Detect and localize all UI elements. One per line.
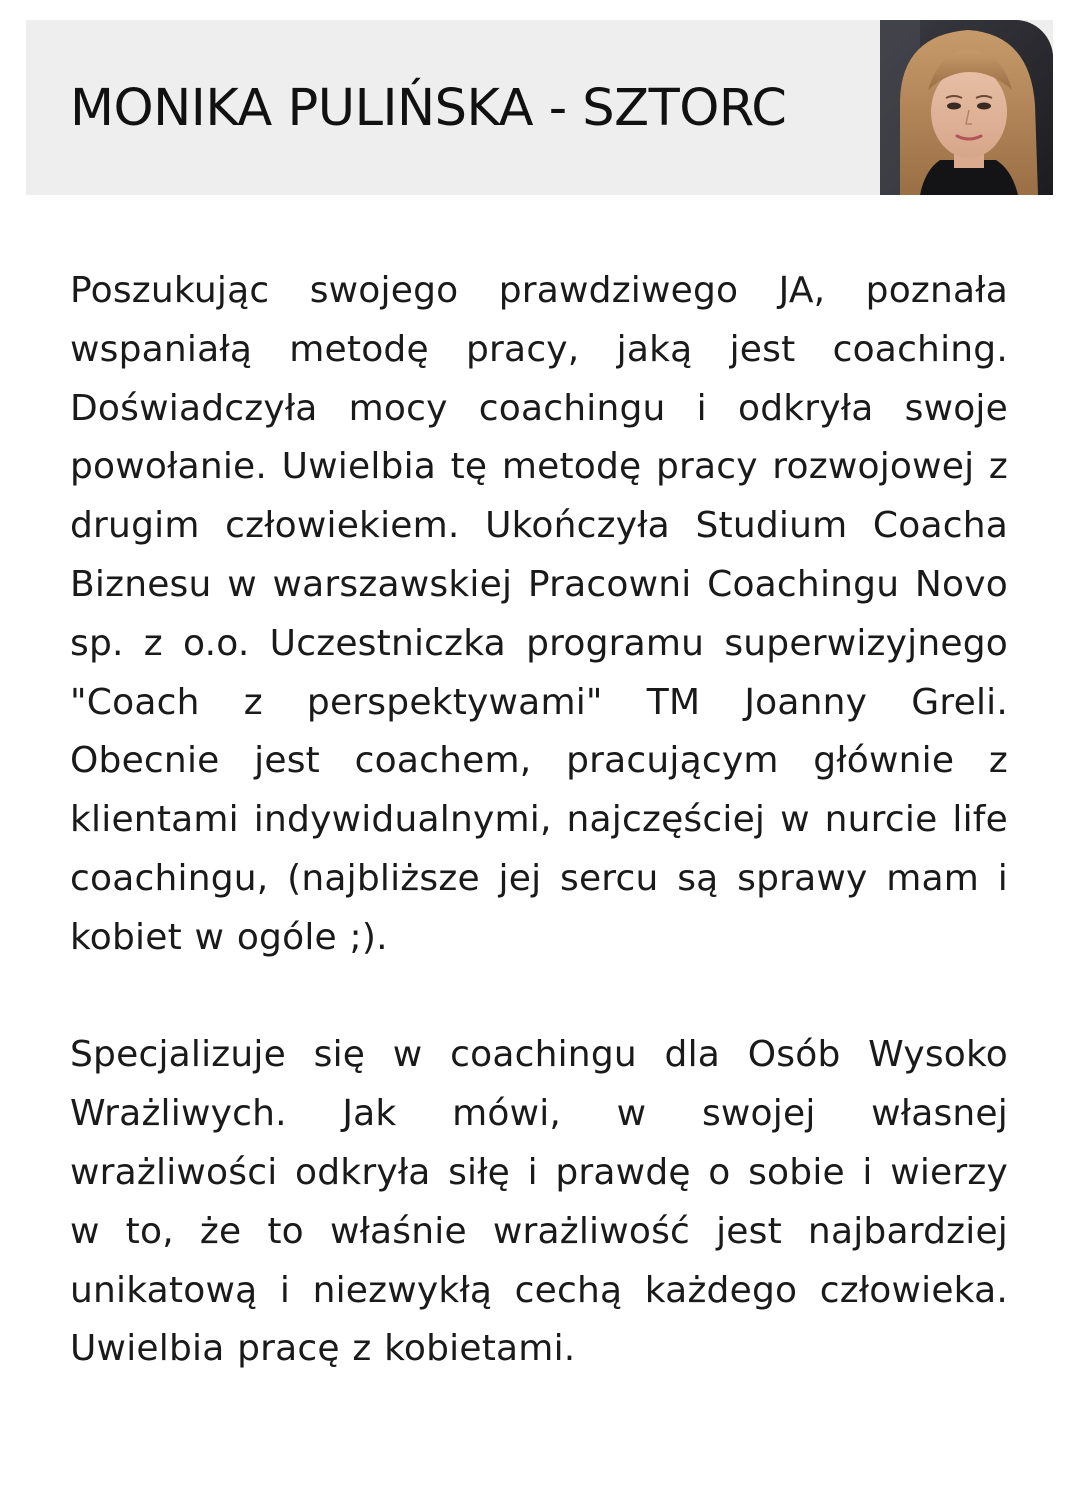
profile-header	[26, 20, 1053, 195]
bio-paragraph-1: Poszukując swojego prawdziwego JA, poznała wspaniałą metodę pracy, jaką jest coaching. Doświadczyła mocy coachingu i odkryła swoje powołanie. Uwielbia tę metodę pracy rozwojowej z drugim człowiekiem. Ukończyła Studium Coacha Biznesu w warszawskiej Pracowni Coachingu Novo sp. z o.o. Uczestniczka programu superwizyjnego "Coach z perspektywami" TM Joanny Greli. Obecnie jest coachem, pracującym głównie z klientami indywidualnymi, najczęściej w nurcie life coachingu, (najbliższe jej sercu są sprawy mam i kobiet w ogóle ;).	[70, 270, 1008, 958]
profile-photo	[880, 20, 1053, 195]
profile-name: MONIKA PULIŃSKA - SZTORC	[70, 79, 787, 138]
portrait-photo-icon	[880, 20, 1053, 195]
bio-paragraph-2: Specjalizuje się w coachingu dla Osób Wysoko Wrażliwych. Jak mówi, w swojej własnej wrażliwości odkryła siłę i prawdę o sobie i wierzy w to, że to właśnie wrażliwość jest najbardziej unikatową i niezwykłą cechą każdego człowieka. Uwielbia pracę z kobietami.	[70, 1034, 1008, 1370]
bio-section	[70, 262, 1008, 1379]
